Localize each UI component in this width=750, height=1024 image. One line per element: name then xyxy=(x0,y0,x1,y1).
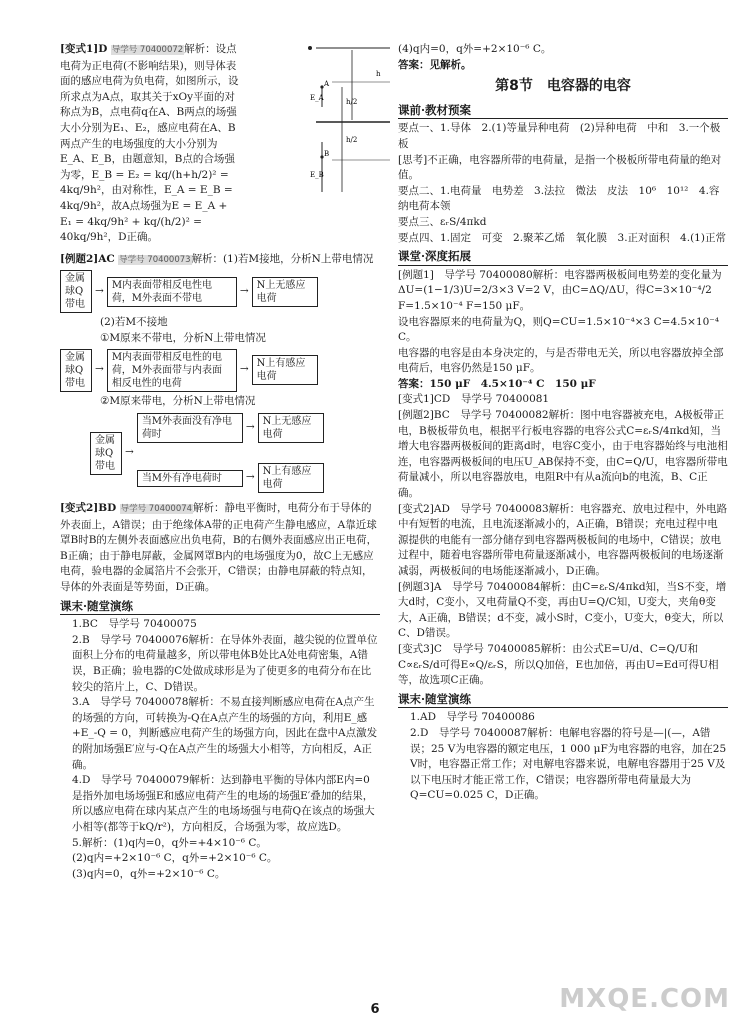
bianshi2: [变式2]BD 导学号 70400074解析：静电平衡时，电荷分布于导体的外表面上，A错误；由于绝缘体A带的正电荷产生静电感应，A靠近球罩B时B的左侧外表面感应出负电荷，B的右侧外表面感应出正电荷，B正确；由于静电屏蔽，金属网罩B内的电场强度为0，故C上无感应电荷，验电器的金属箔片不会张开，C错误；由静电屏蔽的特点知，导体的外表面是等势面，D正确。 xyxy=(60,502,378,594)
svg-text:E_A: E_A xyxy=(310,94,324,102)
flow2-box-c: N上有感应电荷 xyxy=(252,355,318,385)
section-heading-suitang: 课末·随堂演练 xyxy=(60,599,380,616)
flow1-box-c: N上无感应电荷 xyxy=(252,277,318,307)
right-top-answer: 答案：见解析。 xyxy=(398,58,472,71)
answer-3: 3.A 导学号 70400078解析：不易直接判断感应电荷在A点产生的场强的方向，可转换为-Q在A点产生的场强的方向，利用E_感+E_-Q = 0，判断感应电荷产生的场强方向，因此在盘中A点激发的附加场强E′应与-Q在A点产生的场强大小相等，方向相反，A正确。 xyxy=(72,696,378,771)
flow3-branches: 当M外表面没有净电荷时 → N上无感应电荷 当M外有净电荷时 → N上有感应电荷 xyxy=(137,411,324,495)
flow-1: 金属球Q带电 → M内表面带相反电性电荷，M外表面不带电 → N上无感应电荷 xyxy=(60,270,380,313)
flow3-sub: ②M原来带电，分析N上带电情况 xyxy=(100,394,256,407)
watermark-logo: MXQE.COM xyxy=(559,984,730,1014)
left-column xyxy=(60,42,380,882)
flow-2: 金属球Q带电 → M内表面带相反电性的电荷，M外表面带与内表面相反电性的电荷 → N上有感应电荷 xyxy=(60,349,380,392)
answer-5-2: (2)q内=+2×10⁻⁶ C，q外=+2×10⁻⁶ C。 xyxy=(72,852,278,865)
answer-5-3: (3)q内=0，q外=+2×10⁻⁶ C。 xyxy=(72,867,226,880)
svg-text:A: A xyxy=(324,80,330,88)
flow1-box-b: M内表面带相反电性电荷，M外表面不带电 xyxy=(107,277,237,307)
flow3-box-c2: N上有感应电荷 xyxy=(258,463,324,493)
example-1-c: 电容器的电容是由本身决定的，与是否带电无关，所以电容器放掉全部电荷后，电容仍然是150 μF。 xyxy=(398,346,724,375)
svg-text:B: B xyxy=(324,150,330,158)
example-1: [例题1] 导学号 70400080解析：电容器两极板间电势差的变化量为 xyxy=(398,268,722,281)
end-answer-2: 2.D 导学号 70400087解析：电解电容器的符号是—|(—，A错误；25 V为电容器的额定电压，1 000 μF为电容器的电容，加在25 V时，电容器正常工作；对电解电容器来说，电解电容器用于25 V及以下电压时才能正常工作，C错误；电容器所带电荷量最大为Q=CU=0.025 C，D正确。 xyxy=(410,726,727,802)
point-1: 要点一、1.导体 2.(1)等量异种电荷 (2)异种电荷 中和 3.一个极板 xyxy=(398,122,721,150)
answer-5: 5.解析：(1)q内=0，q外=+4×10⁻⁶ C。 xyxy=(72,836,267,849)
answer-4: 4.D 导学号 70400079解析：达到静电平衡的导体内部E内=0是指外加电场场强E和感应电荷产生的电场的场强E′叠加的结果，所以感应电荷在球内某点产生的电场场强与电荷Q在该点的场强大小相等(都等于kQ/r²)，方向相反，合场强为零，故应选D。 xyxy=(72,774,375,833)
point-2: 要点二、1.电荷量 电势差 3.法拉 微法 皮法 10⁶ 10¹² 4.容纳电荷本领 xyxy=(398,184,720,213)
section-title: 第8节 电容器的电容 xyxy=(495,78,631,95)
flow2-sub: ①M原来不带电，分析N上带电情况 xyxy=(100,331,266,344)
flow1-box-a: 金属球Q带电 xyxy=(60,270,92,313)
example-1-eq: ΔU=(1−1/3)U=2/3×3 V=2 V，由C=ΔQ/ΔU，得C=3×10⁻⁴/2 F=1.5×10⁻⁴ F=150 μF。 xyxy=(398,284,712,312)
example-3: [例题3]A 导学号 70400084解析：由C=εᵣS/4πkd知，当S不变，增大d时，C变小，又电荷量Q不变，再由U=Q/C知，U变大，夹角θ变大，A正确，B错误；d不变，减小S时，C变小，U变大，θ变大，所以C、D错误。 xyxy=(398,580,727,640)
right-column xyxy=(398,42,728,804)
point-4: 要点四、1.固定 可变 2.聚苯乙烯 氧化膜 3.正对面积 4.(1)正常 xyxy=(398,231,726,244)
flow3-box-a: 金属球Q带电 xyxy=(90,432,122,475)
end-answer-1: 1.AD 导学号 70400086 xyxy=(410,711,535,724)
example-2: [例题2]BC 导学号 70400082解析：图中电容器被充电，A极板带正电，B极板带负电，根据平行板电容器的电容公式C=εᵣS/4πkd知，当增大电容器两极板间的距离d时，电容C变小，由于电容器始终与电池相连，电容器两极板间的电压U_AB保持不变，由C=Q/U，电容器所带电荷量减小，所以电容器放电，电阻R中有从a流向b的电流，B、C正确。 xyxy=(398,409,728,500)
point-3: 要点三、εᵣS/4πkd xyxy=(398,215,487,228)
svg-text:h/2: h/2 xyxy=(346,136,358,144)
flow3-box-b1: 当M外表面没有净电荷时 xyxy=(137,413,243,443)
answer-2: 2.B 导学号 70400076解析：在导体外表面，越尖锐的位置单位面积上分布的电荷量越多，所以带电体B处比A处电荷密集，A错误，B正确；验电器的C处做成球形是为了使更多的电荷分布在比较尖的箔片上，C、D错误。 xyxy=(72,633,378,693)
flow-3: 金属球Q带电 → 当M外表面没有净电荷时 → N上无感应电荷 当M外有净电荷时 → N上有感应电荷 xyxy=(90,411,380,495)
flow2-box-a: 金属球Q带电 xyxy=(60,349,92,392)
variant-3: [变式3]C 导学号 70400085解析：由公式E=U/d、C=Q/U和C∝εᵣS/d可得E∝Q/εᵣS，所以Q加倍，E也加倍，再由U=Ed可得U相等，故选项C正确。 xyxy=(398,642,719,687)
variant-2: [变式2]AD 导学号 70400083解析：电容器充、放电过程中，外电路中有短暂的电流，且电流逐渐减小的，A正确，B错误；充电过程中电源提供的电能有一部分储存到电容器两极板间的电场中，C错误；放电过程中，随着电容器所带电荷量逐渐减小，电容器两极板间的电场逐渐减弱，两极板间的电场能逐渐减小，D正确。 xyxy=(398,502,728,577)
variant-1: [变式1]CD 导学号 70400081 xyxy=(398,393,550,406)
right-top-line: (4)q内=0，q外=+2×10⁻⁶ C。 xyxy=(398,43,552,55)
section-heading-preclass: 课前·教材预案 xyxy=(398,103,728,120)
lizi2: [例题2]AC 导学号 70400073解析：(1)若M接地，分析N上带电情况 xyxy=(60,252,374,265)
svg-text:h: h xyxy=(376,70,381,78)
flow3-box-b2: 当M外有净电荷时 xyxy=(137,470,243,487)
flow2-box-b: M内表面带相反电性的电荷，M外表面带与内表面相反电性的电荷 xyxy=(107,349,237,392)
answer-1: 1.BC 导学号 70400075 xyxy=(72,618,197,631)
svg-text:h/2: h/2 xyxy=(346,98,358,106)
section-heading-inclass: 课堂·深度拓展 xyxy=(398,249,728,266)
flow2-heading: (2)若M不接地 xyxy=(100,316,168,329)
bianshi1: [变式1]D 导学号 70400072解析：设点电荷为正电荷(不影响结果)，则导体表面的感应电荷为负电荷，如图所示，设所求点为A点，取其关于xOy平面的对称点为B，点电荷q在A、B两点的场强大小分别为E₁、E₂，感应电荷在A、B两点产生的电场强度的大小分别为E_A、E_B，由题意知，B点的合场强为零，E_B = E₂ = kq/(h+h/2)² = 4kq/9h²，由对称性，E_A = E_B = 4kq/9h²，故A点场强为E = E_A + E₁ = 4kq/9h² + kq/(h/2)² = 40kq/9h²，D正确。 xyxy=(60,43,239,244)
section-heading-postclass: 课末·随堂演练 xyxy=(398,692,728,709)
svg-text:E_B: E_B xyxy=(310,171,324,179)
example-1-b: 设电容器原来的电荷量为Q，则Q=CU=1.5×10⁻⁴×3 C=4.5×10⁻⁴ C。 xyxy=(398,315,720,344)
example-1-answer: 答案：150 μF 4.5×10⁻⁴ C 150 μF xyxy=(398,377,596,390)
flow3-box-c1: N上无感应电荷 xyxy=(258,413,324,443)
page-number: 6 xyxy=(370,1002,380,1017)
field-diagram xyxy=(302,42,392,202)
think-note: [思考]不正确，电容器所带的电荷量，是指一个极板所带电荷量的绝对值。 xyxy=(398,153,722,182)
